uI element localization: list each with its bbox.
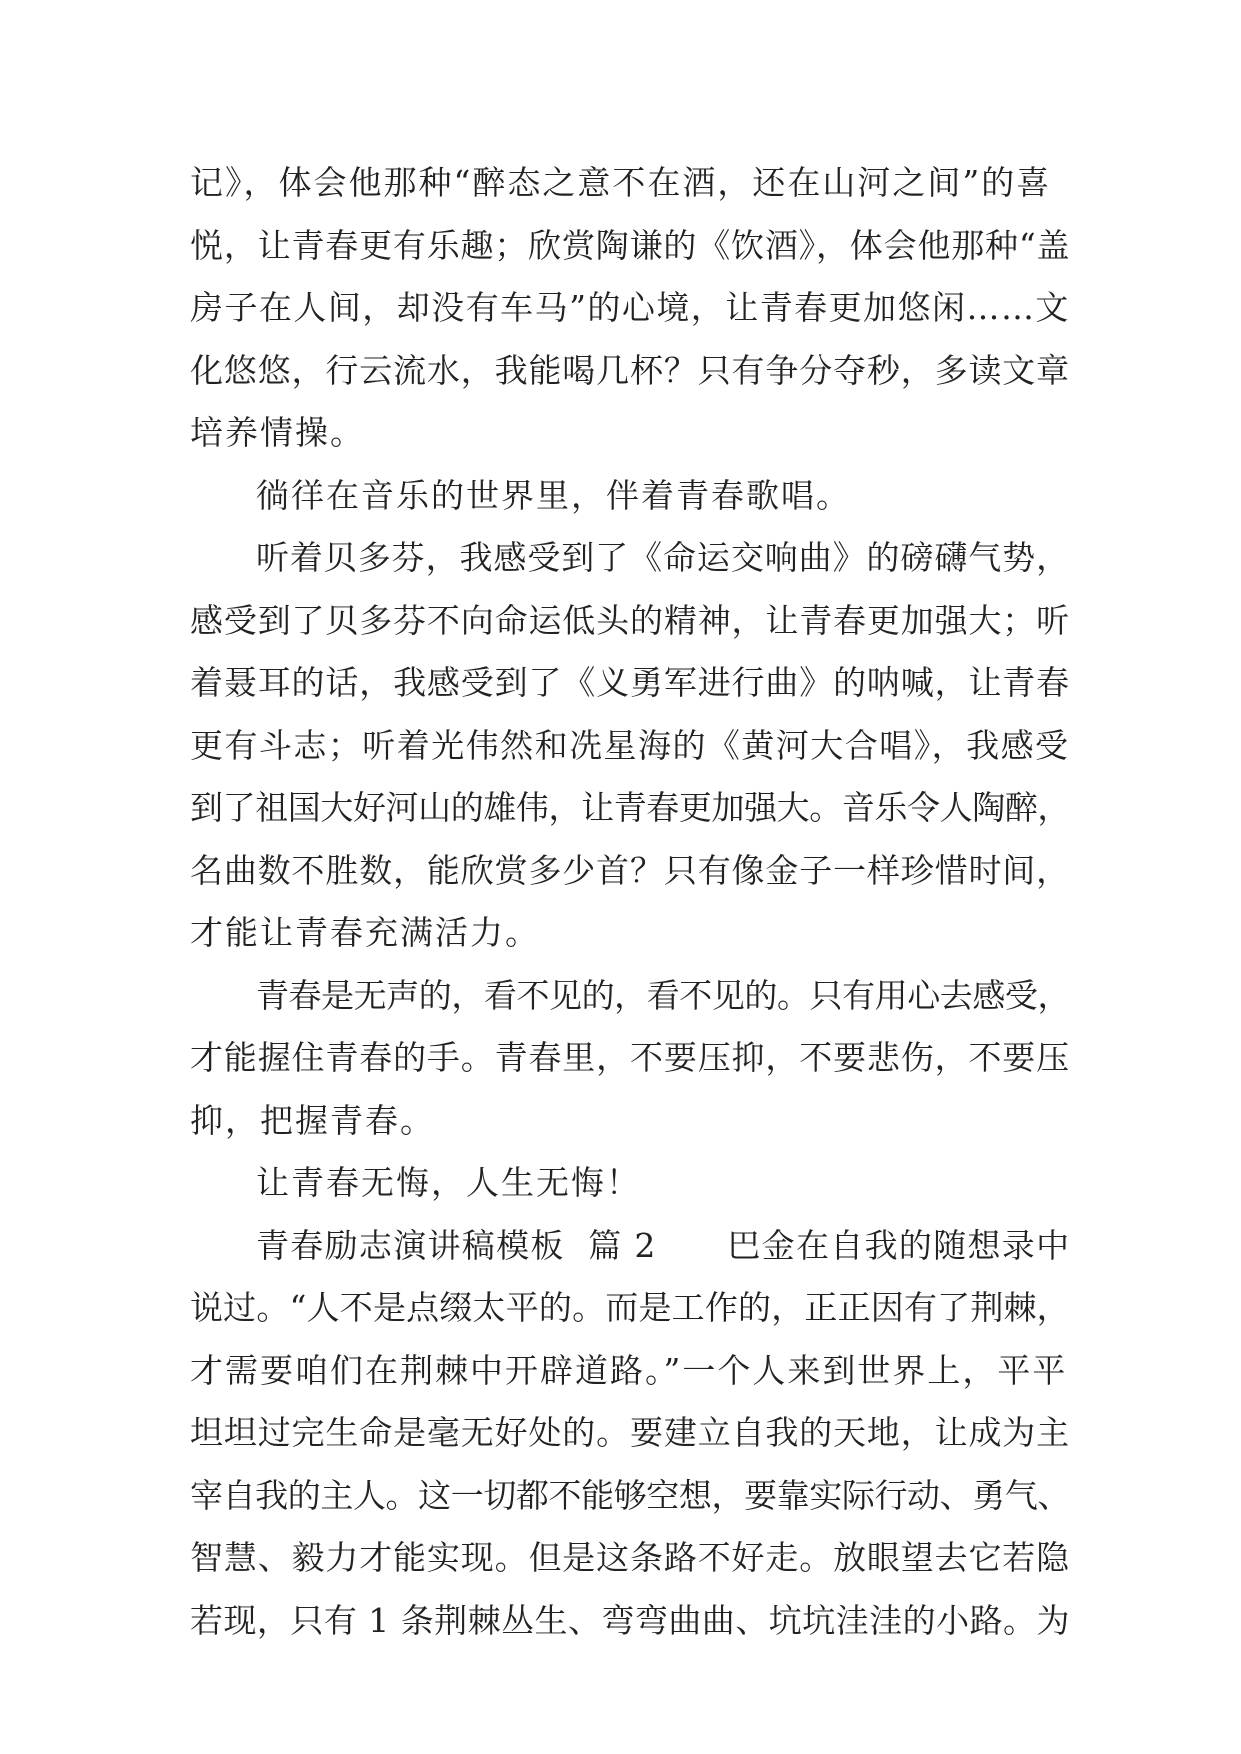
document-body <box>190 152 1070 1652</box>
section-heading-line: 青春励志演讲稿模板 篇 2 巴金在自我的随想录中 <box>256 1225 1071 1265</box>
text-line: 悦，让青春更有乐趣；欣赏陶谦的《饮酒》，体会他那种“盖 <box>190 225 1071 265</box>
text-line: 才能握住青春的手。青春里，不要压抑，不要悲伤，不要压 <box>190 1038 1070 1077</box>
text-line: 着聂耳的话，我感受到了《义勇军进行曲》的呐喊，让青春 <box>190 663 1070 702</box>
text-line: 青春是无声的，看不见的，看不见的。只有用心去感受， <box>256 975 1071 1015</box>
text-line: 培养情操。 <box>190 413 365 452</box>
text-line: 抑，把握青春。 <box>190 1100 435 1140</box>
text-line: 更有斗志；听着光伟然和冼星海的《黄河大合唱》，我感受 <box>190 725 1070 765</box>
text-line: 让青春无悔，人生无悔！ <box>256 1163 641 1202</box>
text-line: 化悠悠，行云流水，我能喝几杯？只有争分夺秒，多读文章 <box>190 350 1070 390</box>
text-line: 听着贝多芬，我感受到了《命运交响曲》的磅礴气势， <box>256 538 1070 577</box>
text-line: 智慧、毅力才能实现。但是这条路不好走。放眼望去它若隐 <box>190 1538 1070 1577</box>
text-line: 名曲数不胜数，能欣赏多少首？只有像金子一样珍惜时间， <box>190 850 1070 890</box>
text-line: 房子在人间，却没有车马”的心境，让青春更加悠闲……文 <box>190 288 1070 327</box>
text-line: 若现，只有 1 条荆棘丛生、弯弯曲曲、坑坑洼洼的小路。为 <box>190 1600 1070 1640</box>
text-line: 才能让青春充满活力。 <box>190 913 540 952</box>
text-line: 宰自我的主人。这一切都不能够空想，要靠实际行动、勇气、 <box>190 1475 1071 1515</box>
text-line: 才需要咱们在荆棘中开辟道路。”一个人来到世界上，平平 <box>190 1350 1068 1390</box>
text-line: 坦坦过完生命是毫无好处的。要建立自我的天地，让成为主 <box>190 1413 1070 1452</box>
text-line: 感受到了贝多芬不向命运低头的精神，让青春更加强大；听 <box>190 600 1070 640</box>
text-line: 徜徉在音乐的世界里，伴着青春歌唱。 <box>256 475 851 515</box>
text-line: 记》，体会他那种“醉态之意不在酒，还在山河之间”的喜 <box>190 163 1052 202</box>
text-line: 说过。“人不是点缀太平的。而是工作的，正正因有了荆棘， <box>190 1288 1070 1327</box>
text-line: 到了祖国大好河山的雄伟，让青春更加强大。音乐令人陶醉， <box>190 788 1071 827</box>
